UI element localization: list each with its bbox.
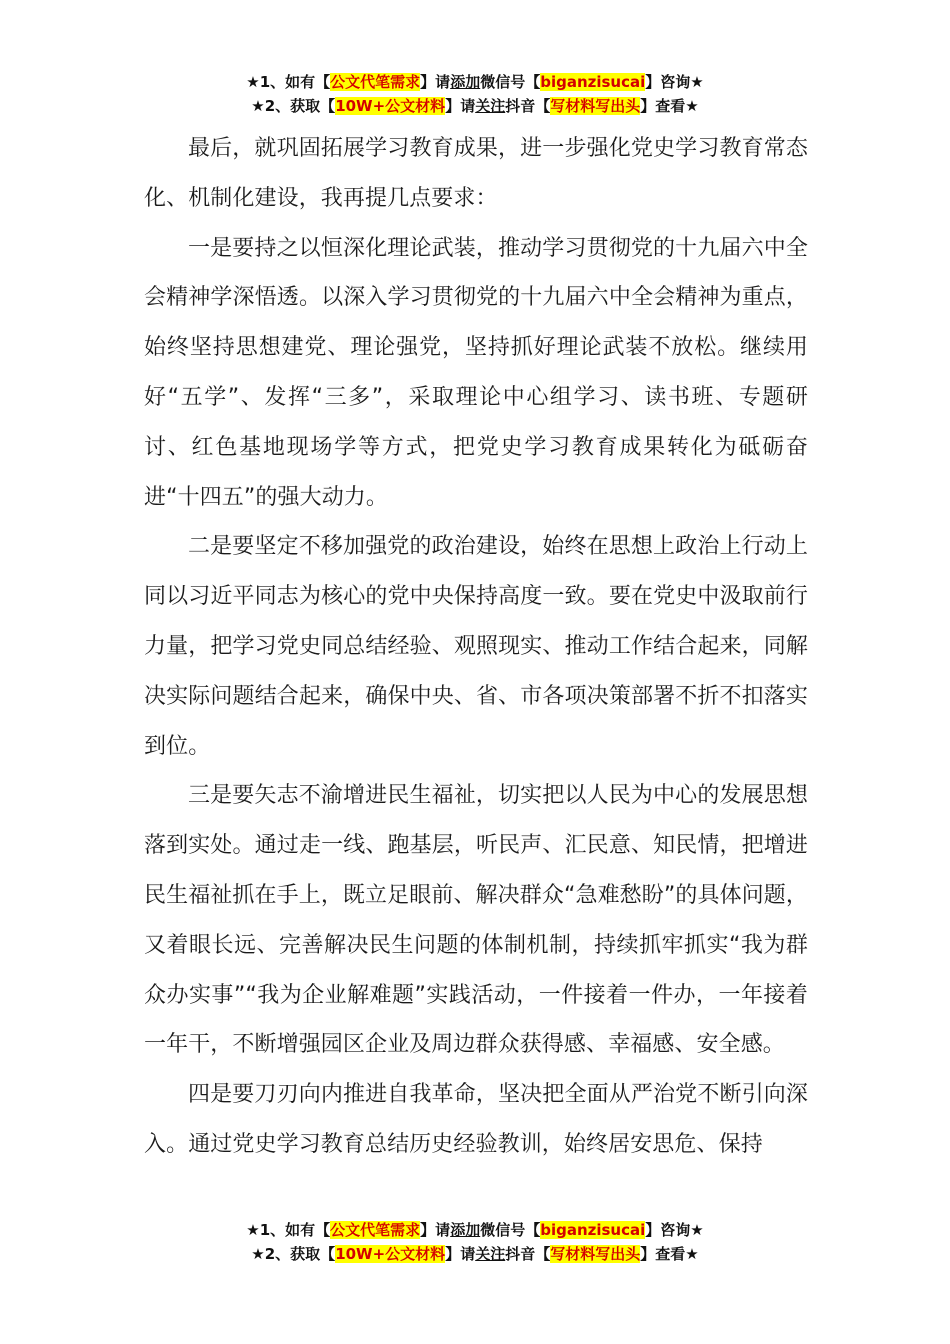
banner-text: 微信号【 — [480, 73, 541, 91]
banner-highlight: 公文代笔需求 — [330, 1221, 421, 1239]
paragraph-point-4: 四是要刀刃向内推进自我革命，坚决把全面从严治党不断引向深入。通过党史学习教育总结历史经验教训，始终居安思危、保持 — [144, 1082, 808, 1157]
banner-highlight: biganzisucai — [540, 73, 646, 91]
banner-highlight: 写材料写出头 — [550, 1245, 641, 1263]
paragraph-point-1: 一是要持之以恒深化理论武装，推动学习贯彻党的十九届六中全会精神学深悟透。以深入学习贯彻党的十九届六中全会精神为重点，始终坚持思想建党、理论强党，坚持抓好理论武装不放松。继续用好“五学”、发挥“三多”，采取理论中心组学习、读书班、专题研讨、红色基地现场学等方式，把党史学习教育成果转化为砥砺奋进“十四五”的强大动力。 — [144, 235, 808, 510]
paragraph-point-3: 三是要矢志不渝增进民生福祉，切实把以人民为中心的发展思想落到实处。通过走一线、跑基层，听民声、汇民意、知民情，把增进民生福祉抓在手上，既立足眼前、解决群众“急难愁盼”的具体问题，又着眼长远、完善解决民生问题的体制机制，持续抓牢抓实“我为群众办实事”“我为企业解难题”实践活动，一件接着一件办，一年接着一年干，不断增强园区企业及周边群众获得感、幸福感、安全感。 — [144, 783, 808, 1058]
banner-text: ★2、获取【 — [251, 1245, 336, 1263]
banner-text: 】请 — [420, 1221, 451, 1239]
footer-banner — [0, 1218, 950, 1266]
banner-text: ★2、获取【 — [251, 97, 336, 115]
banner-text: 】请 — [420, 73, 451, 91]
banner-line-2 — [0, 1242, 950, 1266]
banner-text: 抖音【 — [505, 1245, 551, 1263]
banner-highlight: 10W+公文材料 — [335, 97, 446, 115]
banner-text: 微信号【 — [480, 1221, 541, 1239]
paragraph-intro: 最后，就巩固拓展学习教育成果，进一步强化党史学习教育常态化、机制化建设，我再提几点要求： — [144, 136, 808, 211]
banner-text: 】请 — [445, 97, 476, 115]
banner-highlight: 10W+公文材料 — [335, 1245, 446, 1263]
paragraph-point-2: 二是要坚定不移加强党的政治建设，始终在思想上政治上行动上同以习近平同志为核心的党中央保持高度一致。要在党史中汲取前行力量，把学习党史同总结经验、观照现实、推动工作结合起来，同解决实际问题结合起来，确保中央、省、市各项决策部署不折不扣落实到位。 — [144, 534, 808, 759]
banner-text: 抖音【 — [505, 97, 551, 115]
document-body — [144, 124, 808, 1170]
banner-text: 】请 — [445, 1245, 476, 1263]
banner-text: 】咨询★ — [645, 73, 704, 91]
banner-line-1 — [0, 70, 950, 94]
banner-underline: 添加 — [450, 73, 481, 91]
banner-text: 】查看★ — [640, 97, 699, 115]
header-banner — [0, 70, 950, 118]
banner-highlight: biganzisucai — [540, 1221, 646, 1239]
banner-highlight: 写材料写出头 — [550, 97, 641, 115]
banner-highlight: 公文代笔需求 — [330, 73, 421, 91]
banner-text: ★1、如有【 — [246, 1221, 331, 1239]
banner-underline: 添加 — [450, 1221, 481, 1239]
banner-underline: 关注 — [475, 97, 506, 115]
banner-underline: 关注 — [475, 1245, 506, 1263]
banner-text: ★1、如有【 — [246, 73, 331, 91]
banner-line-2 — [0, 94, 950, 118]
banner-line-1 — [0, 1218, 950, 1242]
banner-text: 】查看★ — [640, 1245, 699, 1263]
banner-text: 】咨询★ — [645, 1221, 704, 1239]
